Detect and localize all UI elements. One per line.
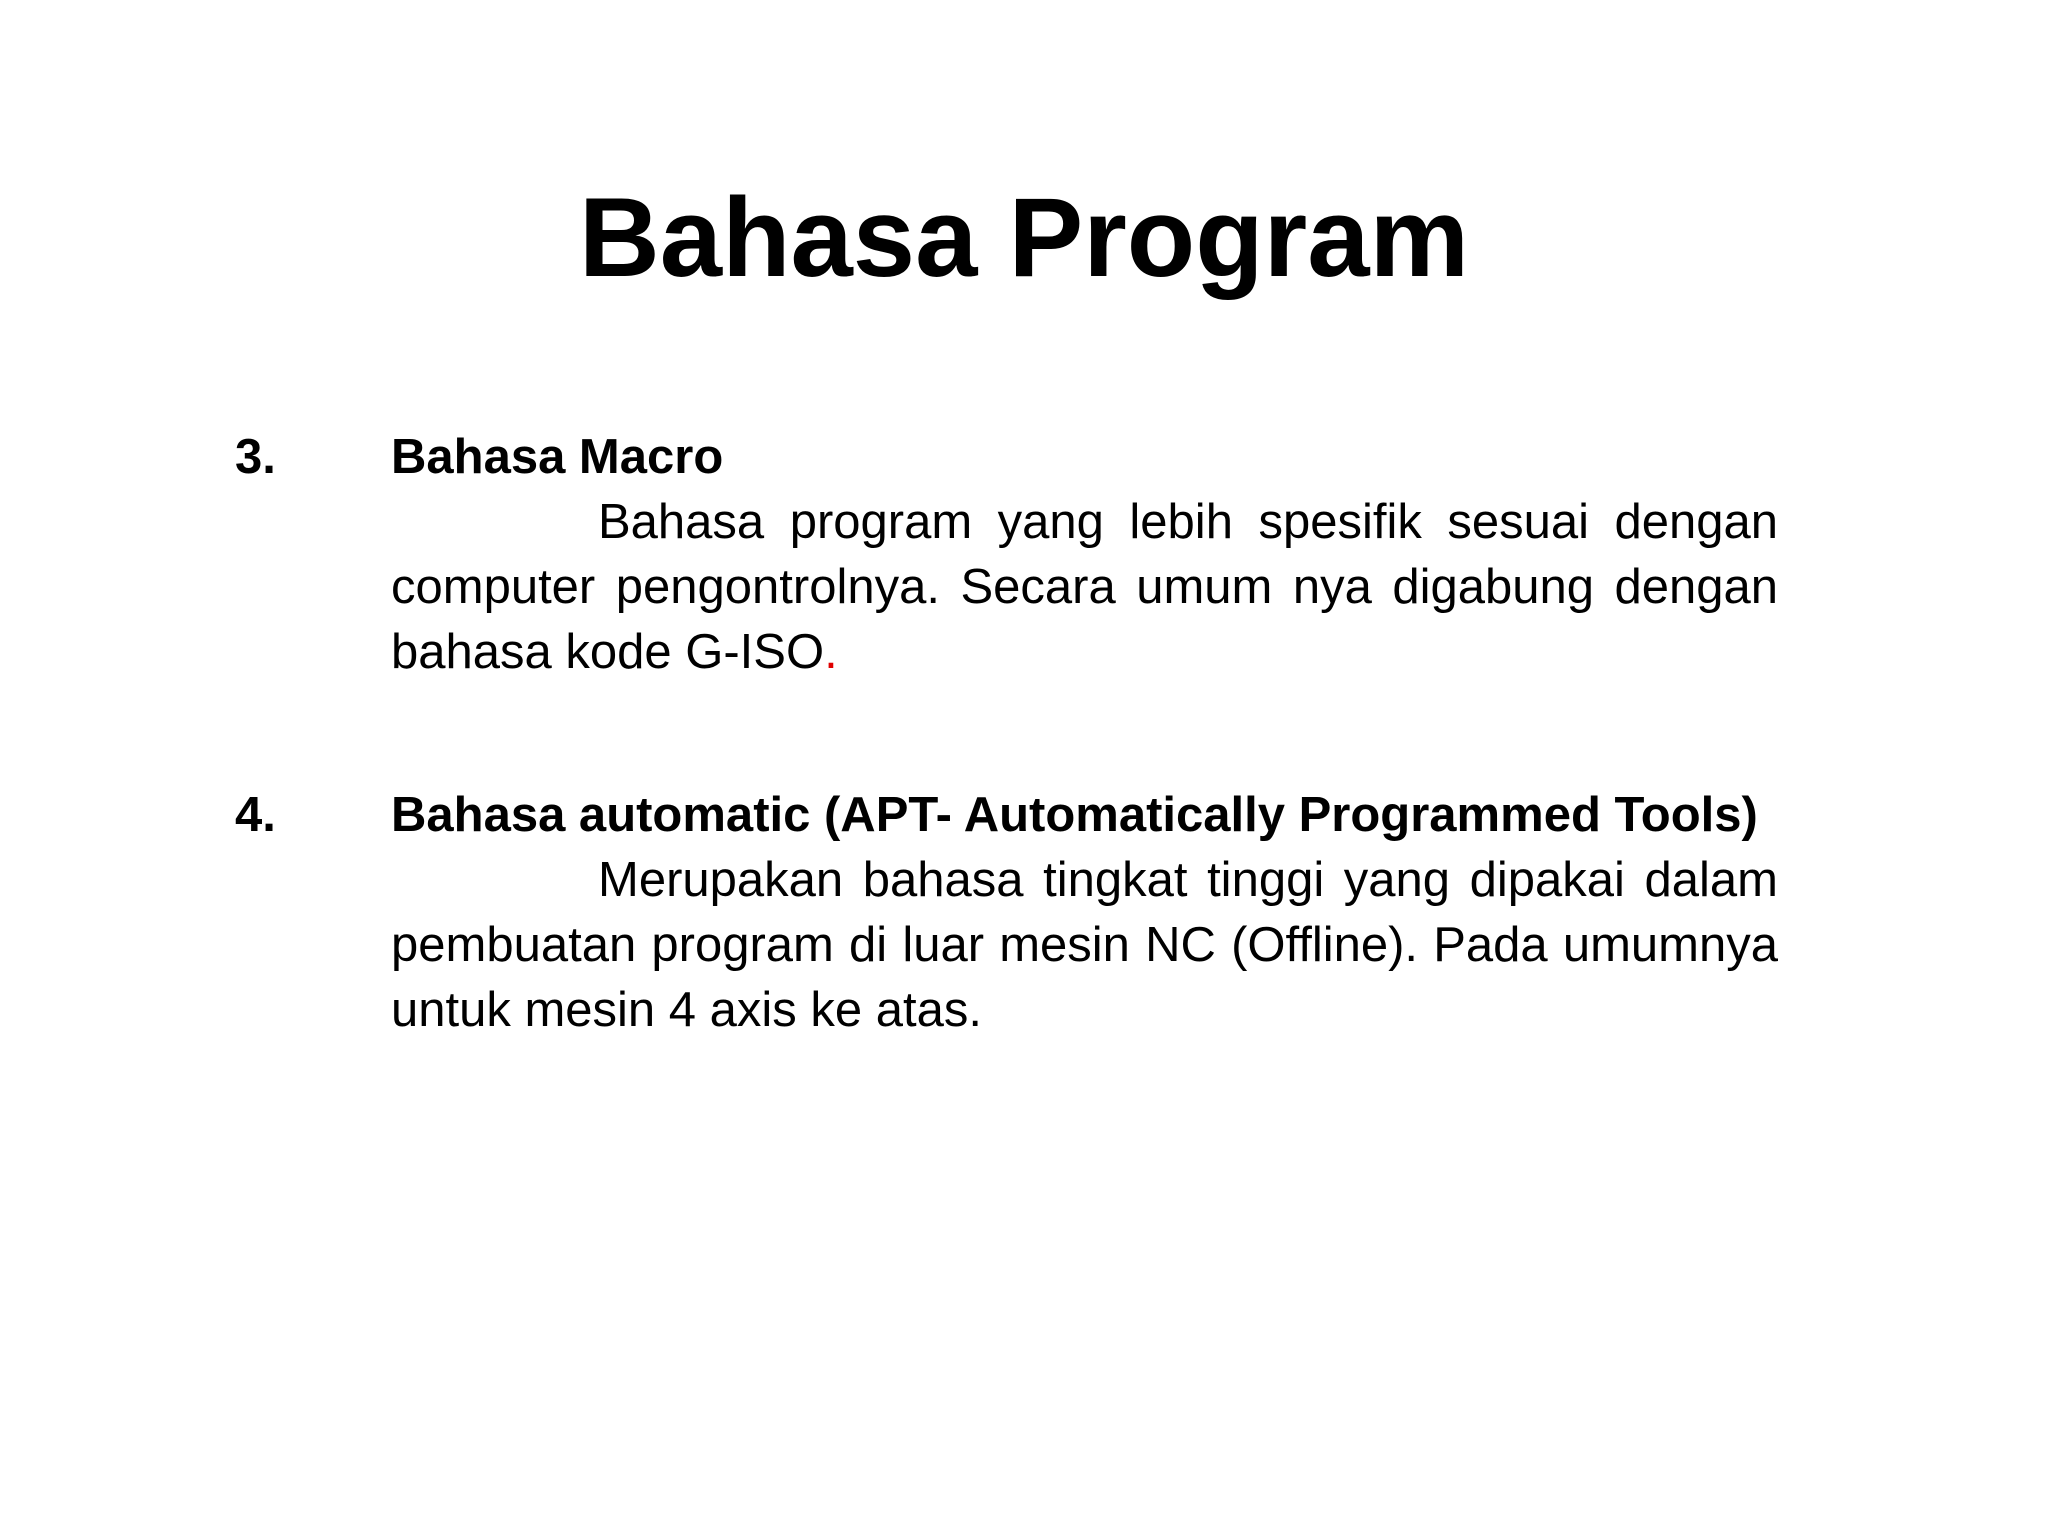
item-body (391, 490, 1778, 685)
item-body-suffix: . (824, 625, 838, 679)
slide-content (235, 425, 1778, 1043)
spacer (313, 685, 1778, 783)
item-body (391, 848, 1778, 1043)
item-heading (235, 783, 1778, 848)
list-item-macro (235, 425, 1778, 685)
item-heading-text: Bahasa Macro (391, 430, 724, 484)
list-item-apt (235, 783, 1778, 1043)
item-body-text: Merupakan bahasa tingkat tinggi yang dipakai dalam pembuatan program di luar mesin NC (Offline). Pada umumnya untuk mesin 4 axis ke atas. (391, 853, 1778, 1037)
item-body-text: Bahasa program yang lebih spesifik sesuai dengan computer pengontrolnya. Secara umum nya digabung dengan bahasa kode G-ISO (391, 495, 1778, 679)
item-number: 3. (235, 430, 276, 484)
item-number: 4. (235, 788, 276, 842)
item-heading (235, 425, 1778, 490)
item-heading-text: Bahasa automatic (APT- Automatically Programmed Tools) (391, 788, 1758, 842)
slide-title: Bahasa Program (578, 175, 1470, 300)
